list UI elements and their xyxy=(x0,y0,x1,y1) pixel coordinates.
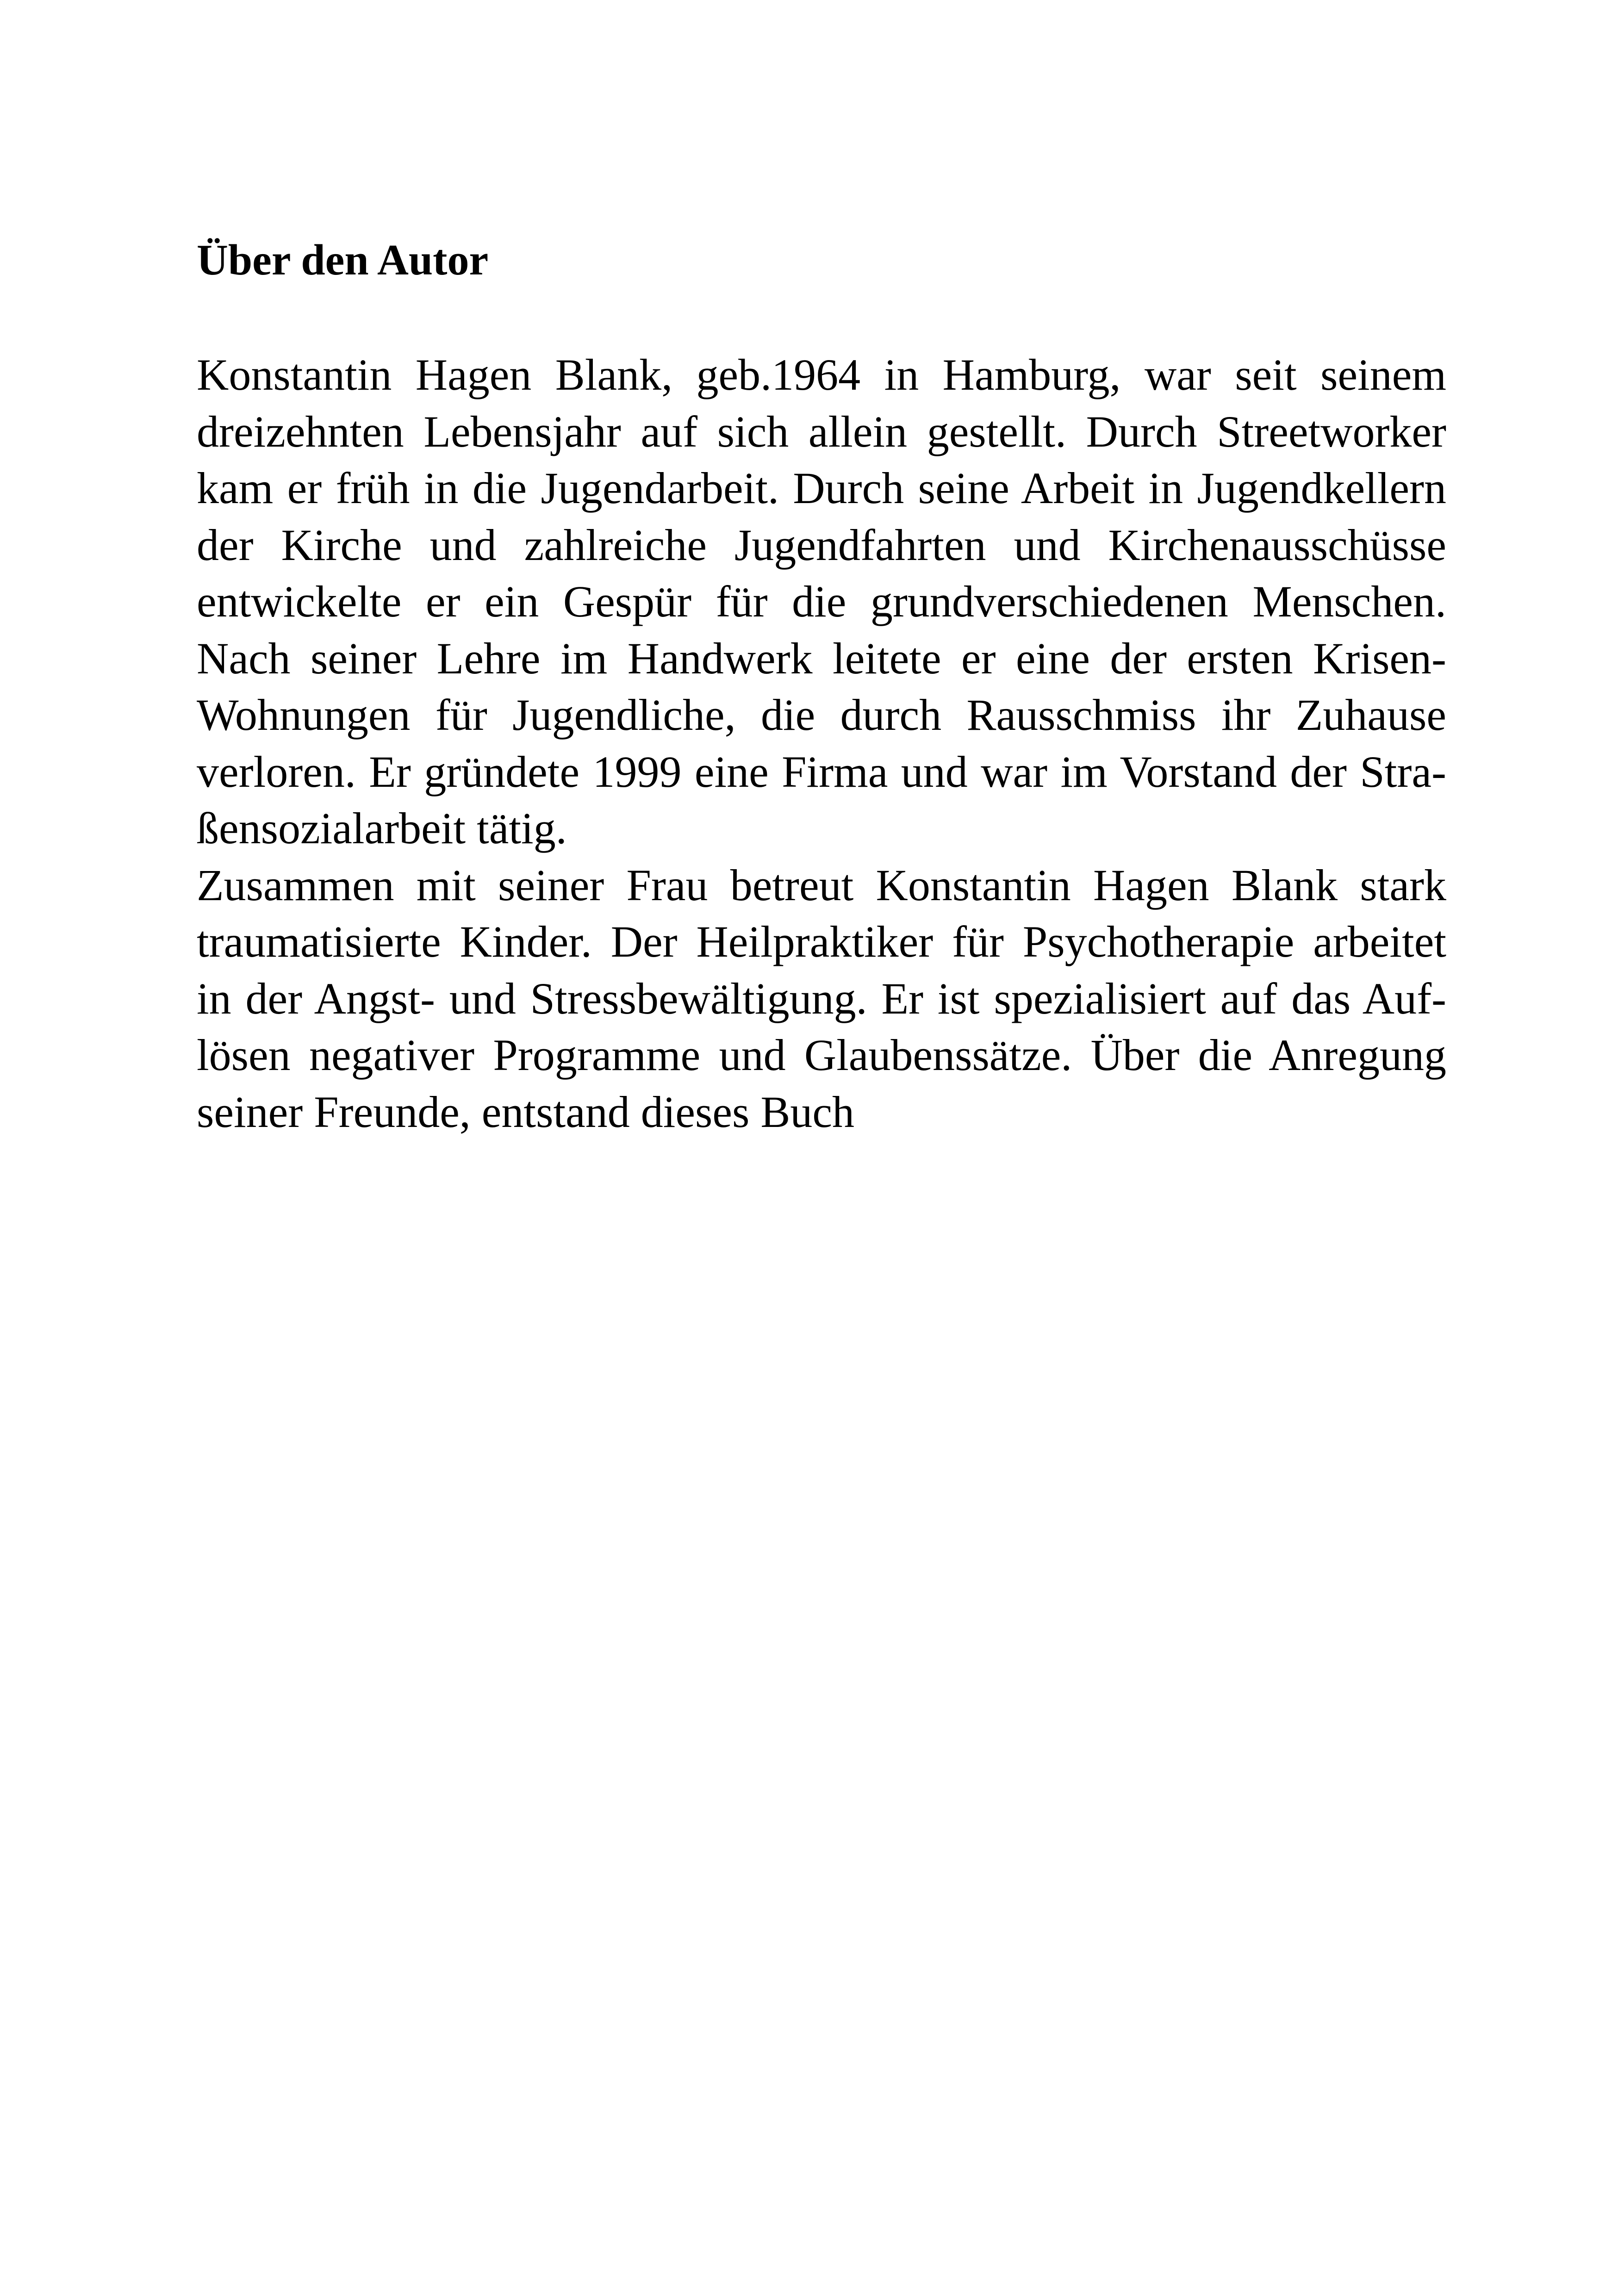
text-line: verloren. Er gründete 1999 eine Firma und war im Vorstand der Stra- xyxy=(197,747,1446,796)
text-line: entwickelte er ein Gespür für die grundverschiedenen Menschen. xyxy=(197,577,1446,626)
section-heading: Über den Autor xyxy=(197,236,489,284)
author-bio-section xyxy=(197,234,1446,1140)
text-line: Nach seiner Lehre im Handwerk leitete er eine der ersten Krisen- xyxy=(197,633,1446,683)
text-line: kam er früh in die Jugendarbeit. Durch seine Arbeit in Jugendkellern xyxy=(197,463,1446,513)
text-line: der Kirche und zahlreiche Jugendfahrten und Kirchenausschüsse xyxy=(197,520,1446,570)
text-line: lösen negativer Programme und Glaubenssätze. Über die Anregung xyxy=(197,1030,1446,1080)
text-line: dreizehnten Lebensjahr auf sich allein gestellt. Durch Streetworker xyxy=(197,406,1446,456)
text-line: seiner Freunde, entstand dieses Buch xyxy=(197,1087,854,1137)
text-line: Wohnungen für Jugendliche, die durch Rausschmiss ihr Zuhause xyxy=(197,690,1446,740)
text-line: in der Angst- und Stressbewältigung. Er ist spezialisiert auf das Auf- xyxy=(197,973,1446,1023)
paragraph-1 xyxy=(197,347,1446,857)
text-line: Konstantin Hagen Blank, geb.1964 in Hamburg, war seit seinem xyxy=(197,350,1446,399)
text-line: ßensozialarbeit tätig. xyxy=(197,803,567,853)
paragraph-2 xyxy=(197,857,1446,1141)
text-line: traumatisierte Kinder. Der Heilpraktiker für Psychotherapie arbeitet xyxy=(197,917,1446,966)
text-line: Zusammen mit seiner Frau betreut Konstantin Hagen Blank stark xyxy=(197,860,1446,910)
